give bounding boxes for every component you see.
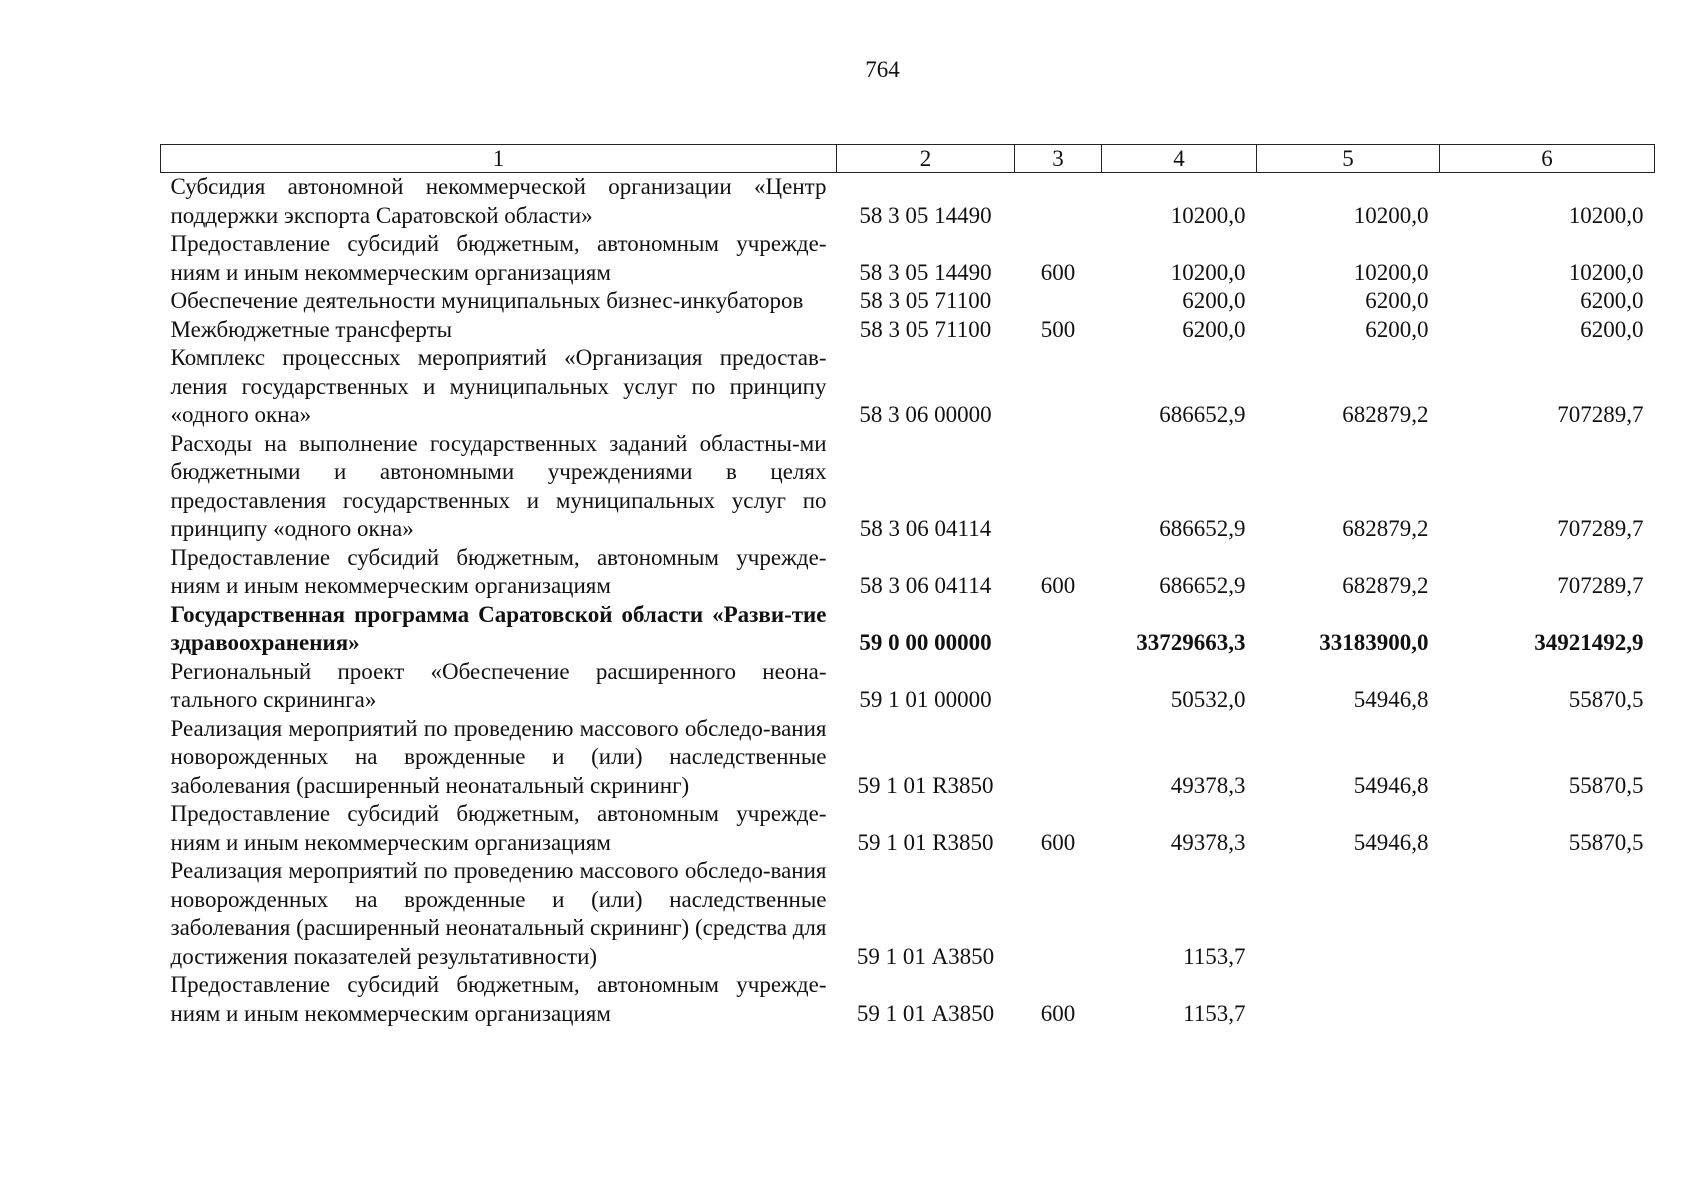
cell-amount-col4: 49378,3 [1170,829,1246,855]
cell-amount-col6: 707289,7 [1557,573,1644,598]
cell-expense-type [1015,344,1102,430]
cell-code: 58 3 05 71100 [859,288,992,313]
cell-amount-col6 [1440,971,1655,1028]
table-row [161,800,1655,857]
cell-amount-col4: 6200,0 [1182,288,1246,313]
cell-expense-type [1015,173,1102,231]
cell-description: Региональный проект «Обеспечение расширенного неона-тального скрининга» [170,658,827,712]
cell-amount-col6: 55870,5 [1568,829,1644,855]
cell-description: Предоставление субсидий бюджетным, автономным учрежде-ниям и иным некоммерческим организациям [170,231,827,285]
table-row [161,971,1655,1028]
cell-code: 58 3 05 14490 [859,202,992,228]
cell-code: 59 1 01 А3850 [856,943,995,969]
cell-description: Предоставление субсидий бюджетным, автономным учрежде-ниям и иным некоммерческим организациям [170,801,827,855]
cell-amount-col4: 686652,9 [1159,573,1246,598]
cell-amount-col6 [1440,857,1655,971]
column-header-6: 6 [1440,145,1655,173]
cell-expense-type: 600 [1040,573,1076,598]
cell-amount-col6: 10200,0 [1568,259,1644,285]
cell-description: Расходы на выполнение государственных заданий областны-ми бюджетными и автономными учреждениями в целях предоставления государственных и муниципальных услуг по принципу «одного окна» [170,430,827,541]
cell-amount-col5: 54946,8 [1353,772,1429,798]
cell-amount-col4: 686652,9 [1159,516,1246,541]
table-body [161,173,1655,1029]
cell-description: Межбюджетные трансферты [170,316,453,342]
cell-expense-type [1015,430,1102,544]
cell-amount-col5: 54946,8 [1353,687,1429,712]
cell-expense-type [1015,715,1102,801]
cell-amount-col4: 10200,0 [1170,259,1246,285]
cell-code: 58 3 06 00000 [859,402,992,427]
cell-description: Предоставление субсидий бюджетным, автономным учрежде-ниям и иным некоммерческим организациям [170,544,827,598]
cell-amount-col5: 682879,2 [1342,516,1429,541]
cell-expense-type [1015,287,1102,316]
column-header-1: 1 [161,145,837,173]
cell-amount-col6: 55870,5 [1568,772,1644,798]
cell-amount-col4: 49378,3 [1170,772,1246,798]
table-row [161,715,1655,801]
cell-amount-col5: 54946,8 [1353,829,1429,855]
table-row [161,857,1655,971]
cell-amount-col6: 707289,7 [1557,402,1644,427]
cell-expense-type: 600 [1040,259,1076,285]
cell-amount-col5: 6200,0 [1365,316,1429,342]
cell-description: Предоставление субсидий бюджетным, автономным учрежде-ниям и иным некоммерческим организациям [170,972,827,1026]
column-header-5: 5 [1257,145,1440,173]
cell-expense-type: 600 [1040,1000,1076,1026]
cell-amount-col5: 682879,2 [1342,402,1429,427]
cell-code: 59 0 00 00000 [859,630,992,655]
cell-amount-col5: 10200,0 [1353,259,1429,285]
column-header-2: 2 [837,145,1015,173]
header-row [161,145,1655,173]
cell-code: 59 1 01 00000 [859,687,992,712]
cell-expense-type: 500 [1040,316,1076,342]
cell-amount-col4: 10200,0 [1170,202,1246,228]
cell-amount-col4: 33729663,3 [1136,630,1246,655]
cell-code: 59 1 01 А3850 [856,1000,995,1026]
cell-expense-type [1015,601,1102,658]
cell-amount-col4: 1153,7 [1183,1000,1246,1026]
budget-table [160,144,1655,1028]
cell-amount-col6: 55870,5 [1568,687,1644,712]
cell-amount-col4: 6200,0 [1182,316,1246,342]
cell-code: 58 3 05 14490 [859,259,992,285]
cell-description: Реализация мероприятий по проведению массового обследо-вания новорожденных на врожденные и (или) наследственные заболевания (расширенный неонатальный скрининг) [170,715,827,798]
cell-description: Субсидия автономной некоммерческой организации «Центр поддержки экспорта Саратовской области» [170,174,827,228]
column-header-3: 3 [1015,145,1102,173]
column-header-4: 4 [1102,145,1257,173]
table-row [161,544,1655,601]
table-row [161,344,1655,430]
cell-amount-col6: 707289,7 [1557,516,1644,541]
cell-amount-col4: 1153,7 [1183,943,1246,969]
cell-amount-col6: 34921492,9 [1534,630,1644,655]
cell-description: Государственная программа Саратовской области «Разви-тие здравоохранения» [170,601,827,655]
cell-code: 58 3 06 04114 [859,516,992,541]
cell-amount-col5 [1257,971,1440,1028]
table-row [161,658,1655,715]
cell-expense-type: 600 [1040,829,1076,855]
cell-amount-col4: 50532,0 [1170,687,1246,712]
table-row [161,173,1655,231]
cell-expense-type [1015,857,1102,971]
cell-description: Комплекс процессных мероприятий «Организация предостав-ления государственных и муниципальных услуг по принципу «одного окна» [170,345,827,427]
table-row [161,230,1655,287]
cell-amount-col5: 33183900,0 [1319,630,1429,655]
cell-code: 58 3 06 04114 [859,573,992,598]
cell-code: 58 3 05 71100 [859,316,992,342]
cell-amount-col5: 682879,2 [1342,573,1429,598]
cell-amount-col5 [1257,857,1440,971]
cell-description: Обеспечение деятельности муниципальных бизнес-инкубаторов [170,288,804,313]
cell-amount-col5: 6200,0 [1365,288,1429,313]
cell-expense-type [1015,658,1102,715]
table-row [161,430,1655,544]
cell-amount-col4: 686652,9 [1159,402,1246,427]
table-row [161,287,1655,316]
cell-amount-col6: 6200,0 [1580,288,1644,313]
table-row [161,316,1655,345]
cell-code: 59 1 01 R3850 [857,772,994,798]
page-number: 764 [865,57,900,82]
cell-description: Реализация мероприятий по проведению массового обследо-вания новорожденных на врожденные и (или) наследственные заболевания (расширенный неонатальный скрининг) (средства для достижения показателей результативности) [170,858,827,969]
cell-amount-col6: 10200,0 [1568,202,1644,228]
cell-amount-col5: 10200,0 [1353,202,1429,228]
cell-code: 59 1 01 R3850 [857,829,994,855]
table-row [161,601,1655,658]
cell-amount-col6: 6200,0 [1580,316,1644,342]
